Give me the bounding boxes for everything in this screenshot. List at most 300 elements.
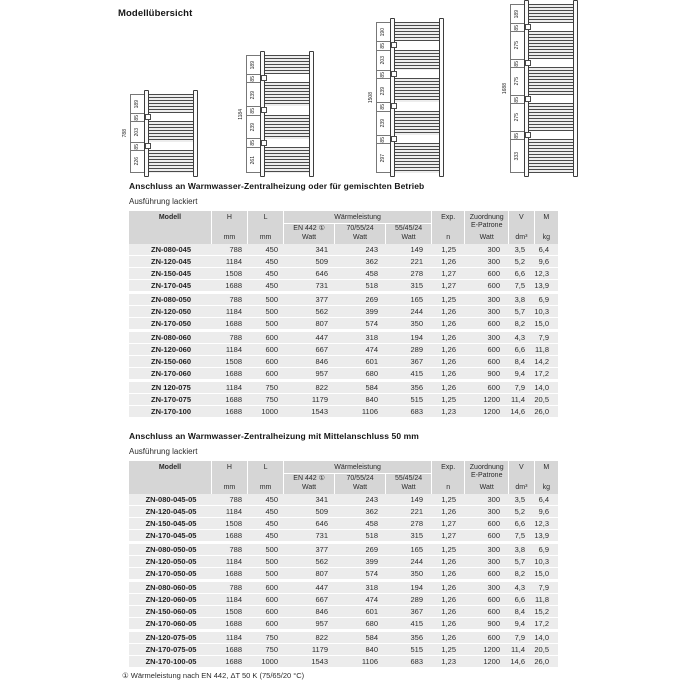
- table-row: [129, 582, 558, 594]
- header-zuordnung: Zuordnung E-Patrone Watt: [465, 211, 508, 244]
- model-cell: ZN-170-100-05: [145, 657, 197, 666]
- table-row: [129, 556, 558, 568]
- value-cell: 6,4: [538, 495, 549, 504]
- value-cell: 289: [410, 595, 423, 604]
- value-cell: 15,2: [534, 607, 549, 616]
- table-row: [129, 318, 558, 330]
- value-cell: 600: [487, 595, 500, 604]
- value-cell: 600: [487, 531, 500, 540]
- value-cell: 7,9: [538, 583, 549, 592]
- value-cell: 509: [315, 257, 328, 266]
- value-cell: 1688: [225, 319, 242, 328]
- value-cell: 600: [487, 607, 500, 616]
- table-row: [129, 268, 558, 280]
- value-cell: 680: [365, 369, 378, 378]
- tube-group: [395, 22, 439, 41]
- value-cell: 600: [265, 369, 278, 378]
- model-cell: ZN-150-045-05: [145, 519, 197, 528]
- value-cell: 300: [487, 307, 500, 316]
- value-cell: 1,26: [441, 507, 456, 516]
- value-cell: 1179: [311, 645, 328, 654]
- value-cell: 1,26: [441, 619, 456, 628]
- value-cell: 683: [410, 657, 423, 666]
- value-cell: 11,4: [510, 395, 525, 404]
- value-cell: 500: [265, 545, 278, 554]
- dimension-label: 261: [250, 155, 256, 165]
- value-cell: 1,26: [441, 607, 456, 616]
- dimension-segment: [377, 78, 390, 102]
- value-cell: 8,4: [514, 357, 525, 366]
- radiator-drawing: [120, 90, 198, 173]
- value-cell: 600: [487, 519, 500, 528]
- dimension-label: 85: [250, 108, 256, 114]
- value-cell: 667: [315, 595, 328, 604]
- value-cell: 450: [265, 507, 278, 516]
- header-waermeleistung: Wärmeleistung: [284, 211, 431, 223]
- table-row: [129, 606, 558, 618]
- value-cell: 474: [365, 595, 378, 604]
- dimension-label: 203: [380, 55, 386, 65]
- value-cell: 1106: [361, 407, 378, 416]
- value-cell: 1200: [483, 645, 500, 654]
- value-cell: 356: [410, 383, 423, 392]
- tube-group: [395, 50, 439, 70]
- tube-group: [265, 82, 309, 106]
- dimension-label: 239: [250, 90, 256, 99]
- section-heading: Anschluss an Warmwasser-Zentralheizung mit Mittelanschluss 50 mm: [129, 431, 419, 441]
- value-cell: 683: [410, 407, 423, 416]
- connection-nub: [525, 132, 531, 138]
- value-cell: 9,4: [514, 619, 525, 628]
- dimension-label: 239: [380, 118, 386, 128]
- header-h: H mm: [212, 211, 247, 244]
- total-dimension: [120, 94, 131, 173]
- value-cell: 356: [410, 633, 423, 642]
- value-cell: 289: [410, 345, 423, 354]
- value-cell: 788: [229, 545, 242, 554]
- model-cell: ZN-170-100: [150, 407, 192, 416]
- connection-nub: [145, 143, 151, 149]
- value-cell: 788: [229, 583, 242, 592]
- model-cell: ZN-170-045-05: [145, 531, 197, 540]
- model-cell: ZN-170-060-05: [145, 619, 197, 628]
- dimension-segment: [511, 59, 524, 68]
- value-cell: 1688: [225, 395, 242, 404]
- connection-nub: [261, 140, 267, 146]
- value-cell: 1184: [225, 557, 242, 566]
- table-row: [129, 530, 558, 542]
- radiator-drawing: [366, 18, 444, 173]
- value-cell: 15,0: [534, 319, 549, 328]
- value-cell: 447: [315, 333, 328, 342]
- value-cell: 750: [265, 645, 278, 654]
- header-m: M kg: [535, 211, 558, 244]
- dimension-segment: [377, 22, 390, 41]
- table-row: [129, 632, 558, 644]
- value-cell: 1184: [225, 595, 242, 604]
- value-cell: 1,26: [441, 557, 456, 566]
- value-cell: 1,25: [441, 245, 456, 254]
- table-header: [129, 461, 558, 494]
- dimension-segment: [131, 113, 144, 122]
- value-cell: 269: [365, 545, 378, 554]
- value-cell: 1,26: [441, 569, 456, 578]
- value-cell: 5,2: [514, 257, 525, 266]
- model-cell: ZN-150-045: [150, 269, 192, 278]
- value-cell: 318: [365, 583, 378, 592]
- table-row: [129, 544, 558, 556]
- value-cell: 450: [265, 269, 278, 278]
- value-cell: 957: [315, 369, 328, 378]
- dimension-label: 85: [134, 114, 140, 121]
- value-cell: 518: [365, 281, 378, 290]
- value-cell: 165: [410, 545, 423, 554]
- value-cell: 600: [487, 633, 500, 642]
- value-cell: 4,3: [514, 583, 525, 592]
- dimension-segment: [511, 95, 524, 104]
- radiator-body: [260, 51, 314, 177]
- header-zuordnung: Zuordnung E-Patrone Watt: [465, 461, 508, 494]
- value-cell: 562: [315, 557, 328, 566]
- value-cell: 1,25: [441, 395, 456, 404]
- value-cell: 10,3: [534, 557, 549, 566]
- value-cell: 600: [487, 269, 500, 278]
- value-cell: 1,23: [441, 657, 456, 666]
- value-cell: 1688: [225, 407, 242, 416]
- tube-group: [395, 111, 439, 135]
- dimension-segment: [247, 138, 260, 146]
- tube-gap: [395, 102, 439, 111]
- value-cell: 731: [315, 281, 328, 290]
- dimension-segment: [377, 135, 390, 144]
- model-cell: ZN-170-050-05: [145, 569, 197, 578]
- value-cell: 1688: [225, 657, 242, 666]
- value-cell: 350: [410, 319, 423, 328]
- value-cell: 600: [487, 345, 500, 354]
- section-zentralheizung: [129, 181, 561, 418]
- value-cell: 600: [487, 569, 500, 578]
- value-cell: 450: [265, 245, 278, 254]
- dimension-segment: [377, 70, 390, 79]
- value-cell: 1,25: [441, 495, 456, 504]
- value-cell: 1184: [225, 507, 242, 516]
- dimension-label: 275: [514, 41, 520, 50]
- dimension-segment: [511, 131, 524, 140]
- dimension-segment: [377, 102, 390, 111]
- model-cell: ZN-150-060: [150, 357, 192, 366]
- value-cell: 562: [315, 307, 328, 316]
- value-cell: 6,6: [514, 269, 525, 278]
- value-cell: 840: [365, 395, 378, 404]
- value-cell: 646: [315, 519, 328, 528]
- value-cell: 846: [315, 357, 328, 366]
- dimension-segment: [511, 103, 524, 131]
- connection-nub: [261, 107, 267, 113]
- value-cell: 1508: [225, 607, 242, 616]
- value-cell: 900: [487, 619, 500, 628]
- dimension-segment: [511, 67, 524, 95]
- value-cell: 362: [365, 257, 378, 266]
- section-mittelanschluss: [129, 431, 561, 668]
- radiator-drawings-area: [0, 0, 700, 178]
- value-cell: 243: [365, 245, 378, 254]
- model-cell: ZN-120-045: [150, 257, 192, 266]
- value-cell: 269: [365, 295, 378, 304]
- tube-gap: [265, 139, 309, 147]
- value-cell: 500: [265, 307, 278, 316]
- model-cell: ZN-170-075-05: [145, 645, 197, 654]
- value-cell: 1000: [261, 407, 278, 416]
- value-cell: 600: [265, 595, 278, 604]
- right-collector-bar: [573, 0, 578, 177]
- value-cell: 788: [229, 295, 242, 304]
- dimension-label: 85: [250, 75, 256, 82]
- value-cell: 20,5: [534, 395, 549, 404]
- value-cell: 822: [315, 383, 328, 392]
- model-cell: ZN-150-060-05: [145, 607, 197, 616]
- value-cell: 515: [410, 395, 423, 404]
- value-cell: 667: [315, 345, 328, 354]
- value-cell: 788: [229, 495, 242, 504]
- connection-nub: [145, 114, 151, 120]
- value-cell: 8,4: [514, 607, 525, 616]
- table-row: [129, 356, 558, 368]
- value-cell: 243: [365, 495, 378, 504]
- value-cell: 646: [315, 269, 328, 278]
- value-cell: 1688: [225, 531, 242, 540]
- table-row: [129, 518, 558, 530]
- value-cell: 3,8: [514, 295, 525, 304]
- value-cell: 6,6: [514, 519, 525, 528]
- table-row: [129, 656, 558, 668]
- value-cell: 1200: [483, 407, 500, 416]
- spec-table-body: [129, 244, 558, 418]
- value-cell: 1106: [361, 657, 378, 666]
- value-cell: 300: [487, 557, 500, 566]
- value-cell: 600: [487, 319, 500, 328]
- value-cell: 450: [265, 519, 278, 528]
- value-cell: 584: [365, 633, 378, 642]
- model-cell: ZN-080-045: [150, 245, 192, 254]
- value-cell: 458: [365, 269, 378, 278]
- value-cell: 377: [315, 545, 328, 554]
- value-cell: 450: [265, 531, 278, 540]
- header-70-55-24: 70/55/24 Watt: [335, 474, 385, 494]
- value-cell: 458: [365, 519, 378, 528]
- value-cell: 1508: [225, 519, 242, 528]
- right-collector-bar: [309, 51, 314, 177]
- value-cell: 399: [365, 557, 378, 566]
- value-cell: 600: [487, 281, 500, 290]
- tube-gap: [529, 23, 573, 32]
- value-cell: 12,3: [534, 519, 549, 528]
- value-cell: 1,26: [441, 319, 456, 328]
- dimension-label: 85: [514, 96, 520, 103]
- dimension-segment: [247, 82, 260, 106]
- value-cell: 1543: [311, 407, 328, 416]
- value-cell: 6,6: [514, 345, 525, 354]
- value-cell: 3,8: [514, 545, 525, 554]
- value-cell: 574: [365, 319, 378, 328]
- value-cell: 450: [265, 257, 278, 266]
- dimension-chain: [131, 94, 144, 173]
- table-row: [129, 644, 558, 656]
- value-cell: 377: [315, 295, 328, 304]
- dimension-label: 85: [134, 143, 140, 150]
- header-55-45-24: 55/45/24 Watt: [386, 224, 431, 244]
- dimension-label: 85: [250, 140, 256, 146]
- value-cell: 221: [410, 507, 423, 516]
- header-exp: Exp. n: [432, 461, 464, 494]
- table-row: [129, 256, 558, 268]
- table-row: [129, 280, 558, 292]
- value-cell: 362: [365, 507, 378, 516]
- dimension-label: 85: [514, 24, 520, 31]
- dimension-label: 85: [514, 60, 520, 67]
- value-cell: 13,9: [534, 281, 549, 290]
- value-cell: 750: [265, 633, 278, 642]
- value-cell: 1,25: [441, 545, 456, 554]
- table-row: [129, 406, 558, 418]
- value-cell: 4,3: [514, 333, 525, 342]
- connection-nub: [525, 24, 531, 30]
- dimension-segment: [511, 139, 524, 172]
- value-cell: 1179: [311, 395, 328, 404]
- value-cell: 1688: [225, 645, 242, 654]
- value-cell: 1,26: [441, 257, 456, 266]
- value-cell: 500: [265, 557, 278, 566]
- connection-nub: [391, 71, 397, 77]
- value-cell: 509: [315, 507, 328, 516]
- value-cell: 1,26: [441, 357, 456, 366]
- dimension-segment: [247, 55, 260, 74]
- dimension-segment: [131, 142, 144, 151]
- header-55-45-24: 55/45/24 Watt: [386, 474, 431, 494]
- value-cell: 1184: [225, 307, 242, 316]
- header-l: L mm: [248, 211, 283, 244]
- value-cell: 788: [229, 245, 242, 254]
- value-cell: 750: [265, 395, 278, 404]
- dimension-segment: [131, 94, 144, 113]
- connection-nub: [391, 136, 397, 142]
- tube-group: [265, 147, 309, 173]
- tube-group: [529, 139, 573, 172]
- value-cell: 900: [487, 369, 500, 378]
- value-cell: 600: [265, 333, 278, 342]
- table-row: [129, 494, 558, 506]
- value-cell: 20,5: [534, 645, 549, 654]
- value-cell: 14,6: [510, 407, 525, 416]
- value-cell: 600: [265, 619, 278, 628]
- header-exp: Exp. n: [432, 211, 464, 244]
- spec-table-body: [129, 494, 558, 668]
- value-cell: 447: [315, 583, 328, 592]
- value-cell: 415: [410, 619, 423, 628]
- dimension-label: 189: [134, 99, 140, 109]
- dimension-segment: [511, 31, 524, 59]
- value-cell: 1,27: [441, 269, 456, 278]
- radiator-body: [524, 0, 578, 177]
- value-cell: 11,4: [510, 645, 525, 654]
- value-cell: 194: [410, 333, 423, 342]
- table-row: [129, 594, 558, 606]
- value-cell: 840: [365, 645, 378, 654]
- value-cell: 14,0: [534, 633, 549, 642]
- value-cell: 367: [410, 607, 423, 616]
- tube-group: [149, 121, 193, 141]
- tube-group: [529, 103, 573, 131]
- value-cell: 1,25: [441, 645, 456, 654]
- value-cell: 1,26: [441, 583, 456, 592]
- dimension-segment: [247, 115, 260, 139]
- footnote: ① Wärmeleistung nach EN 442, ΔT 50 K (75/65/20 °C): [122, 671, 305, 680]
- value-cell: 11,8: [534, 345, 549, 354]
- tube-group: [529, 31, 573, 59]
- dimension-chain: [247, 55, 260, 173]
- value-cell: 149: [410, 245, 423, 254]
- value-cell: 300: [487, 245, 500, 254]
- value-cell: 9,6: [538, 507, 549, 516]
- model-cell: ZN-120-045-05: [145, 507, 197, 516]
- tube-gap: [149, 142, 193, 151]
- total-dimension: [236, 55, 247, 173]
- dimension-label: 85: [380, 104, 386, 110]
- total-dimension: [500, 4, 511, 173]
- value-cell: 14,6: [510, 657, 525, 666]
- dimension-chain: [511, 4, 524, 173]
- value-cell: 17,2: [534, 369, 549, 378]
- value-cell: 600: [265, 345, 278, 354]
- value-cell: 278: [410, 519, 423, 528]
- value-cell: 315: [410, 531, 423, 540]
- value-cell: 7,9: [514, 383, 525, 392]
- dimension-label: 85: [380, 42, 386, 49]
- radiator-drawing: [500, 0, 578, 173]
- value-cell: 12,3: [534, 269, 549, 278]
- value-cell: 584: [365, 383, 378, 392]
- value-cell: 1,26: [441, 383, 456, 392]
- tube-gap: [529, 95, 573, 104]
- value-cell: 13,9: [534, 531, 549, 540]
- radiator-drawing: [236, 51, 314, 173]
- value-cell: 1688: [225, 281, 242, 290]
- value-cell: 1184: [225, 633, 242, 642]
- value-cell: 341: [315, 495, 328, 504]
- dimension-label: 275: [514, 77, 520, 86]
- tube-gap: [149, 113, 193, 122]
- header-waermeleistung: Wärmeleistung: [284, 461, 431, 473]
- value-cell: 26,0: [534, 407, 549, 416]
- total-dimension-label: 1508: [367, 91, 374, 104]
- total-dimension: [366, 22, 377, 173]
- spec-table: [129, 461, 558, 668]
- header-en442: EN 442 ① Watt: [284, 474, 334, 494]
- table-row: [129, 332, 558, 344]
- value-cell: 149: [410, 495, 423, 504]
- tube-group: [265, 115, 309, 139]
- dimension-chain: [377, 22, 390, 173]
- dimension-segment: [247, 74, 260, 82]
- value-cell: 601: [365, 607, 378, 616]
- dimension-label: 226: [134, 157, 140, 166]
- value-cell: 1,27: [441, 531, 456, 540]
- tube-gap: [529, 131, 573, 140]
- table-header: [129, 211, 558, 244]
- value-cell: 500: [265, 295, 278, 304]
- header-modell: Modell: [129, 211, 211, 244]
- dimension-label: 85: [514, 132, 520, 139]
- value-cell: 731: [315, 531, 328, 540]
